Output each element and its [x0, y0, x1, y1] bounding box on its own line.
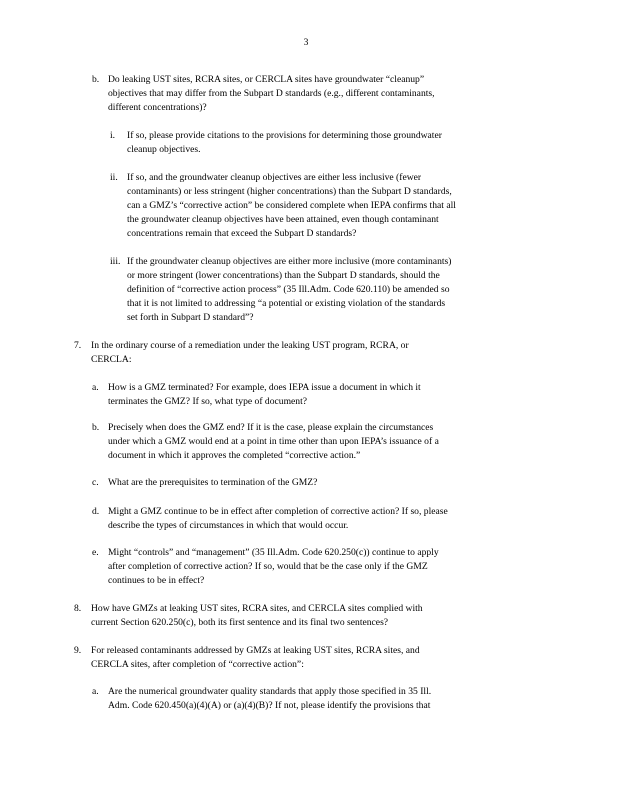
item-text [108, 476, 317, 490]
item-label: a. [92, 382, 99, 393]
text-line: Adm. Code 620.450(a)(4)(A) or (a)(4)(B)? If not, please identify the provisions that [108, 700, 431, 711]
text-line: describe the types of circumstances in which that would occur. [108, 520, 349, 531]
item-text [108, 381, 421, 409]
text-line: For released contaminants addressed by GMZs at leaking UST sites, RCRA sites, and [91, 645, 420, 656]
text-line: can a GMZ’s “corrective action” be considered complete when IEPA confirms that all [127, 200, 456, 211]
text-line: definition of “corrective action process” (35 Ill.Adm. Code 620.110) be amended so [127, 284, 450, 295]
item-text [127, 255, 451, 325]
item-text [91, 339, 409, 367]
text-line: or more stringent (lower concentrations) than the Subpart D standards, should the [127, 270, 440, 281]
page-number: 3 [303, 37, 309, 48]
item-text [108, 546, 439, 588]
text-line: How is a GMZ terminated? For example, does IEPA issue a document in which it [108, 382, 421, 393]
item-text [108, 685, 431, 713]
item-label: 7. [74, 340, 82, 351]
item-label: d. [92, 506, 100, 517]
text-line: How have GMZs at leaking UST sites, RCRA sites, and CERCLA sites complied with [91, 603, 423, 614]
text-line: set forth in Subpart D standard”? [127, 312, 254, 323]
item-text [91, 644, 420, 672]
text-line: In the ordinary course of a remediation under the leaking UST program, RCRA, or [91, 340, 409, 351]
text-line: current Section 620.250(c), both its first sentence and its final two sentences? [91, 617, 389, 628]
text-line: Might “controls” and “management” (35 Ill.Adm. Code 620.250(c)) continue to apply [108, 547, 439, 558]
item-label: a. [92, 686, 99, 697]
text-line: If the groundwater cleanup objectives are either more inclusive (more contaminants) [127, 256, 452, 267]
text-line: concentrations remain that exceed the Subpart D standards? [127, 228, 357, 239]
item-text [108, 73, 435, 115]
item-label: iii. [110, 256, 121, 267]
text-line: that it is not limited to addressing “a potential or existing violation of the standards [127, 298, 446, 309]
item-label: e. [92, 547, 99, 558]
item-text [127, 171, 456, 241]
text-line: continues to be in effect? [108, 575, 205, 586]
item-label: c. [92, 477, 99, 488]
item-text [108, 505, 448, 533]
text-line: Do leaking UST sites, RCRA sites, or CERCLA sites have groundwater “cleanup” [108, 74, 425, 85]
text-line: If so, please provide citations to the provisions for determining those groundwater [127, 130, 442, 141]
item-label: ii. [110, 172, 118, 183]
text-line: CERCLA: [91, 354, 132, 365]
item-text [91, 602, 423, 630]
text-line: CERCLA sites, after completion of “corrective action”: [91, 659, 304, 670]
text-line: the groundwater cleanup objectives have been attained, even though contaminant [127, 214, 439, 225]
item-text [127, 129, 442, 157]
text-line: after completion of corrective action? If so, would that be the case only if the GMZ [108, 561, 428, 572]
text-line: under which a GMZ would end at a point in time other than upon IEPA’s issuance of a [108, 436, 439, 447]
item-label: 9. [74, 645, 82, 656]
text-line: objectives that may differ from the Subpart D standards (e.g., different contaminants, [108, 88, 435, 99]
text-line: document in which it approves the completed “corrective action.” [108, 450, 361, 461]
item-label: i. [110, 130, 116, 141]
item-text [108, 421, 439, 463]
text-line: If so, and the groundwater cleanup objectives are either less inclusive (fewer [127, 172, 422, 183]
text-line: contaminants) or less stringent (higher concentrations) than the Subpart D standards, [127, 186, 452, 197]
text-line: Might a GMZ continue to be in effect after completion of corrective action? If so, please [108, 506, 448, 517]
text-line: Are the numerical groundwater quality standards that apply those specified in 35 Ill. [108, 686, 432, 697]
item-label: b. [92, 422, 100, 433]
text-line: What are the prerequisites to termination of the GMZ? [108, 477, 318, 488]
text-line: cleanup objectives. [127, 144, 201, 155]
item-label: 8. [74, 603, 82, 614]
text-line: different concentrations)? [108, 102, 207, 113]
text-line: Precisely when does the GMZ end? If it is the case, please explain the circumstances [108, 422, 434, 433]
text-line: terminates the GMZ? If so, what type of document? [108, 396, 308, 407]
item-label: b. [92, 74, 100, 85]
